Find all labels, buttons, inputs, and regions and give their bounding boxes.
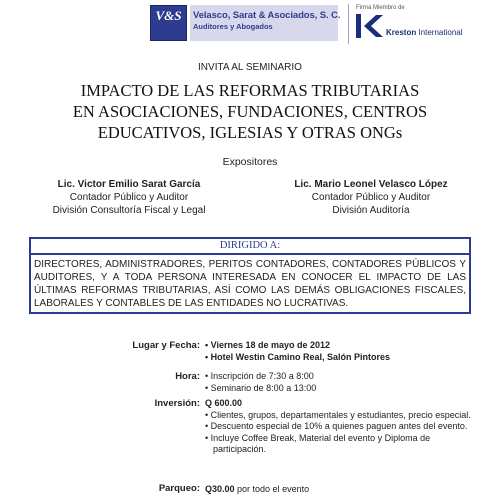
lugar-value [205, 340, 475, 363]
header-divider [348, 4, 349, 44]
lugar-line: • Hotel Westin Camino Real, Salón Pintores [205, 351, 391, 362]
firm-logo-text: V&S [155, 8, 182, 23]
inversion-line: • Descuento especial de 10% a quienes paguen antes del evento. [205, 421, 468, 431]
firm-name: Velasco, Sarat & Asociados, S. C. [193, 10, 341, 21]
title-line-1: IMPACTO DE LAS REFORMAS TRIBUTARIAS [80, 81, 420, 100]
lugar-line: • Viernes 18 de mayo de 2012 [205, 340, 331, 350]
inversion-line: • Clientes, grupos, departamentales y estudiantes, precio especial. [205, 409, 471, 420]
speakers-heading: Expositores [222, 156, 278, 168]
kreston-logo-icon [356, 14, 383, 38]
lugar-label: Lugar y Fecha: [132, 340, 200, 351]
hora-value [205, 371, 475, 394]
member-label: Firma Miembro de [356, 5, 405, 11]
speaker-card [256, 178, 486, 217]
parqueo-rest: por todo el evento [234, 484, 310, 494]
hora-line: • Seminario de 8:00 a 13:00 [205, 382, 317, 393]
title-line-2: EN ASOCIACIONES, FUNDACIONES, CENTROS [72, 102, 428, 121]
speaker-role: Contador Público y Auditor [69, 192, 189, 203]
speaker-name: Lic. Victor Emilio Sarat García [57, 179, 201, 190]
speaker-name: Lic. Mario Leonel Velasco López [294, 179, 448, 190]
inversion-line: • Incluye Coffee Break, Material del evento y Diploma de participación. [205, 432, 431, 454]
network-name [386, 28, 463, 37]
hora-label: Hora: [175, 371, 200, 382]
network-name-bold: Kreston [386, 28, 417, 37]
firm-subtitle: Auditores y Abogados [193, 22, 273, 31]
dirigido-text: DIRECTORES, ADMINISTRADORES, PERITOS CONTADORES, CONTADORES PÚBLICOS Y AUDITORES, Y A TODA PERSONA INTERESADA EN CONOCER EL IMPACTO DE LAS ÚLTIMAS REFORMAS TRIBUTARIAS, ASÍ COMO LAS DEMÁS OBLIGACIONES FISCALES, LABORALES Y CONTABLES DE LAS ENTIDADES NO LUCRATIVAS. [29, 253, 471, 314]
speaker-card [14, 178, 244, 217]
inversion-label: Inversión: [154, 398, 200, 409]
dirigido-heading: DIRIGIDO A: [219, 240, 281, 251]
firm-logo [150, 5, 187, 41]
speaker-division: División Consultoría Fiscal y Legal [52, 205, 206, 216]
speaker-division: División Auditoría [332, 205, 410, 216]
inversion-amount: Q 600.00 [205, 398, 243, 408]
invite-line: INVITA AL SEMINARIO [198, 62, 302, 73]
network-name-rest: International [416, 28, 463, 37]
hora-line: • Inscripción de 7:30 a 8:00 [205, 371, 314, 381]
parqueo-label: Parqueo: [158, 483, 200, 494]
inversion-value [205, 398, 475, 456]
seminar-title [40, 80, 460, 143]
title-line-3: EDUCATIVOS, IGLESIAS Y OTRAS ONGs [97, 123, 403, 142]
speaker-role: Contador Público y Auditor [311, 192, 431, 203]
parqueo-amount: Q30.00 [205, 484, 235, 494]
parqueo-value [205, 484, 475, 496]
